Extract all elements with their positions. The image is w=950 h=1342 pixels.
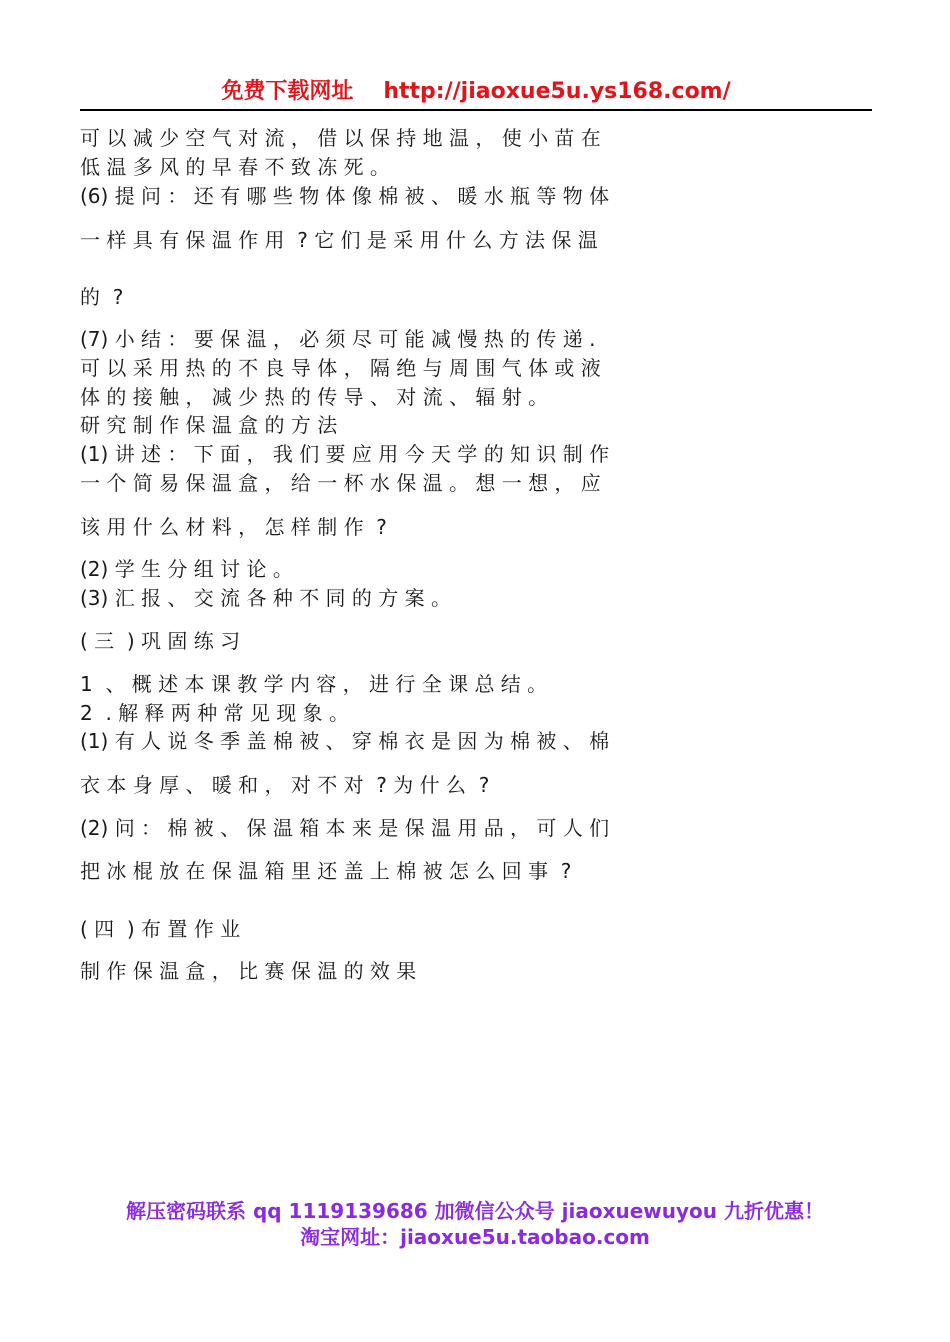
body-line: 可 以 采 用 热 的 不 良 导 体 ， 隔 绝 与 周 围 气 体 或 液: [80, 356, 601, 380]
body-line: 低 温 多 风 的 早 春 不 致 冻 死 。: [80, 155, 390, 179]
body-line: 1 、 概 述 本 课 教 学 内 容 ， 进 行 全 课 总 结 。: [80, 672, 548, 696]
body-line: 可 以 减 少 空 气 对 流 ， 借 以 保 持 地 温 ， 使 小 苗 在: [80, 126, 601, 150]
body-line: 的 ?: [80, 285, 124, 309]
header-url-link[interactable]: http://jiaoxue5u.ys168.com/: [383, 79, 731, 104]
body-line: 该 用 什 么 材 料 ， 怎 样 制 作 ?: [80, 515, 387, 539]
download-header: [80, 72, 872, 112]
contact-footer-line: 解压密码联系 qq 1119139686 加微信公众号 jiaoxuewuyou 九折优惠！: [126, 1199, 824, 1223]
body-line: 研 究 制 作 保 温 盒 的 方 法: [80, 413, 338, 437]
body-line: (6) 提 问 ： 还 有 哪 些 物 体 像 棉 被 、 暖 水 瓶 等 物 体: [80, 184, 610, 208]
taobao-footer-line[interactable]: 淘宝网址：jiaoxue5u.taobao.com: [300, 1225, 650, 1249]
body-line: (1) 讲 述 ： 下 面 ， 我 们 要 应 用 今 天 学 的 知 识 制 作: [80, 442, 610, 466]
body-line: (7) 小 结 ： 要 保 温 ， 必 须 尽 可 能 减 慢 热 的 传 递 .: [80, 327, 596, 351]
header-divider: [80, 109, 872, 111]
body-line: (2) 学 生 分 组 讨 论 。: [80, 557, 293, 581]
body-line: 衣 本 身 厚 、 暖 和 ， 对 不 对 ? 为 什 么 ?: [80, 773, 490, 797]
header-label: 免费下载网址: [221, 79, 354, 104]
body-line: (3) 汇 报 、 交 流 各 种 不 同 的 方 案 。: [80, 586, 451, 610]
section-heading: ( 四 ) 布 置 作 业: [80, 917, 241, 941]
body-line: 制 作 保 温 盒 ， 比 赛 保 温 的 效 果: [80, 959, 417, 983]
body-line: 一 个 简 易 保 温 盒 ， 给 一 杯 水 保 温 。 想 一 想 ， 应: [80, 471, 601, 495]
section-heading: ( 三 ) 巩 固 练 习: [80, 629, 241, 653]
body-line: 一 样 具 有 保 温 作 用 ? 它 们 是 采 用 什 么 方 法 保 温: [80, 228, 598, 252]
body-line: (2) 问 ： 棉 被 、 保 温 箱 本 来 是 保 温 用 品 ， 可 人 们: [80, 816, 610, 840]
body-line: (1) 有 人 说 冬 季 盖 棉 被 、 穿 棉 衣 是 因 为 棉 被 、 棉: [80, 729, 610, 753]
body-line: 体 的 接 触 ， 减 少 热 的 传 导 、 对 流 、 辐 射 。: [80, 385, 549, 409]
body-line: 把 冰 棍 放 在 保 温 箱 里 还 盖 上 棉 被 怎 么 回 事 ?: [80, 859, 572, 883]
body-line: 2 . 解 释 两 种 常 见 现 象 。: [80, 701, 350, 725]
